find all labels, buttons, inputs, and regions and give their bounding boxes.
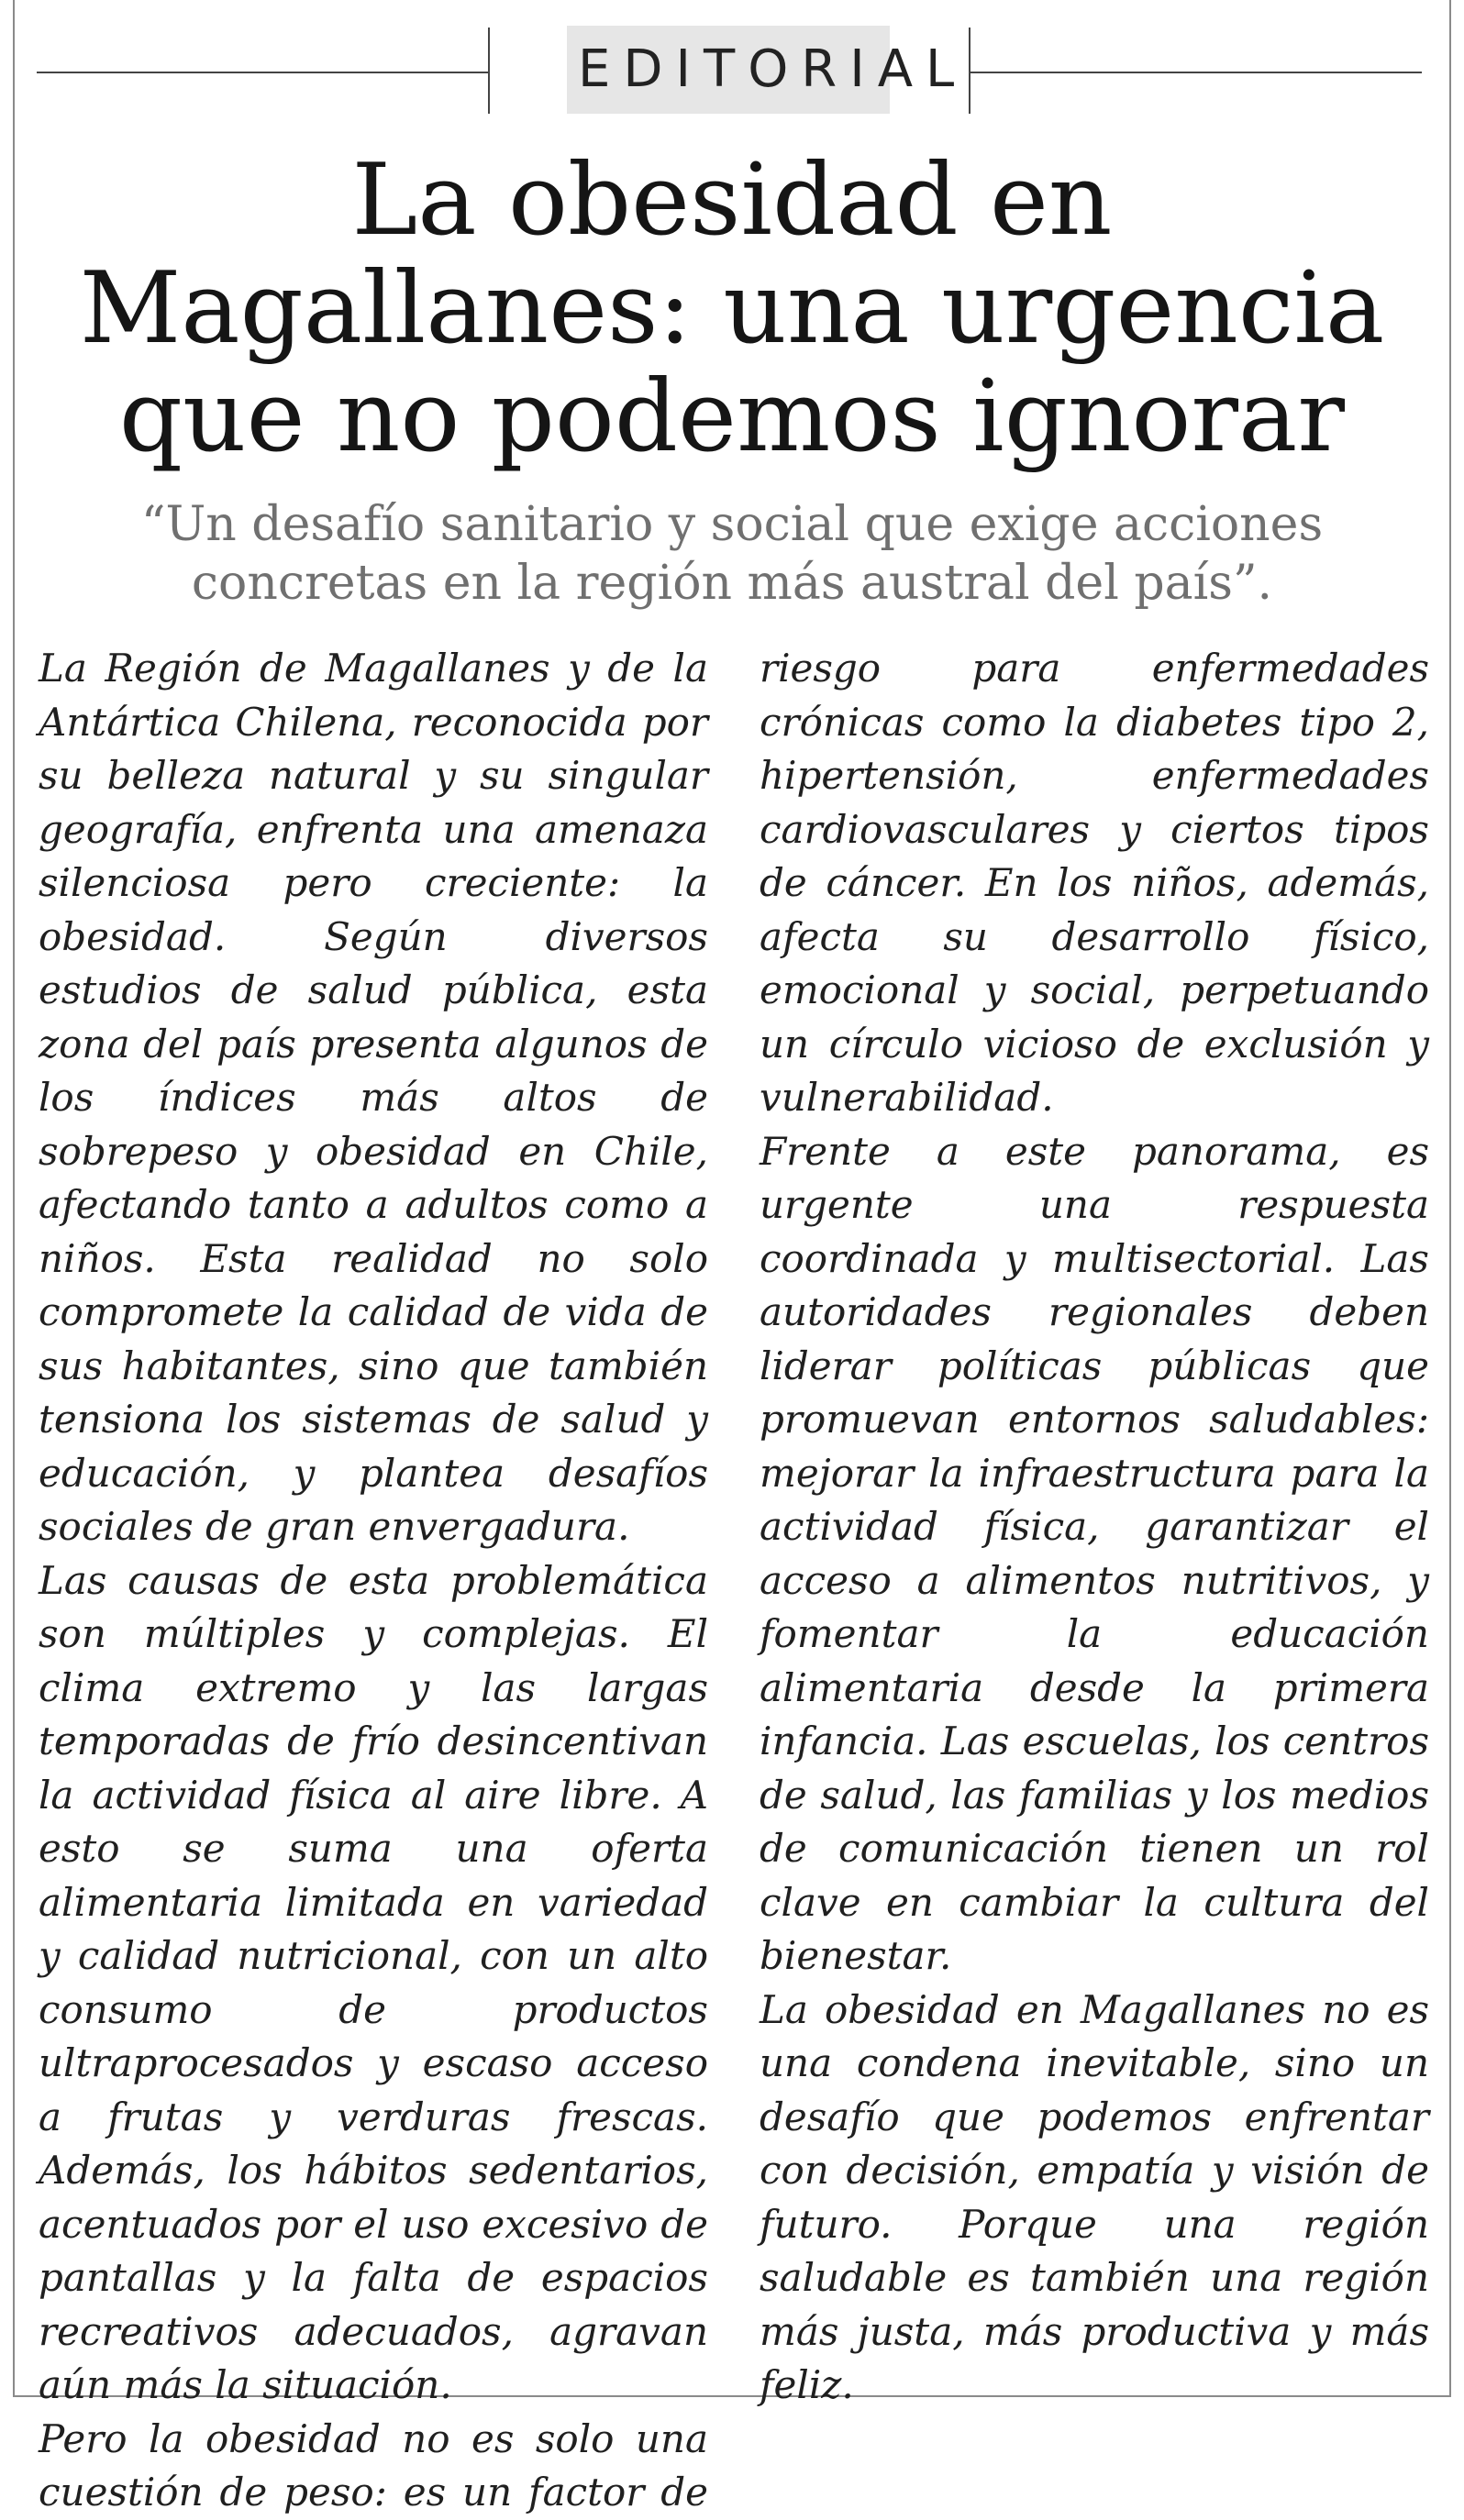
editorial-page (13, 0, 1451, 2514)
paragraph: Frente a este panorama, es urgente una respuesta coordinada y multisectorial. Las autoridades regionales deben liderar políticas públicas que promuevan entornos saludables: mejorar la infraestructura para la actividad física, garantizar el acceso a alimentos nutritivos, y fomentar la educación alimentaria desde la primera infancia. Las escuelas, los centros de salud, las familias y los medios de comunicación tienen un rol clave en cambiar la cultura del bienestar. (760, 1128, 1429, 1978)
header-rule-right (969, 72, 1422, 73)
paragraph: Las causas de esta problemática son múltiples y complejas. El clima extremo y las largas temporadas de frío desincentivan la actividad física al aire libre. A esto se suma una oferta alimentaria limitada en variedad y calidad nutricional, con un alto consumo de productos ultraprocesados y escaso acceso a frutas y verduras frescas. Además, los hábitos sedentarios, acentuados por el uso excesivo de pantallas y la falta de espacios recreativos adecuados, agravan aún más la situación. (39, 1557, 708, 2407)
article-body (39, 642, 1429, 2520)
header-rule-left (37, 72, 488, 73)
paragraph: Pero la obesidad no es solo una cuestión de peso: es un factor de riesgo para enfermedades crónicas como la diabetes tipo 2, hipertensión, enfermedades cardiovasculares y ciertos tipos de cáncer. En los niños, además, afecta su desarrollo físico, emocional y social, perpetuando un círculo vicioso de exclusión y vulnerabilidad. (39, 646, 1429, 2514)
headline: La obesidad en Magallanes: una urgencia que no podemos ignorar (79, 143, 1385, 474)
subhead-quote: “Un desafío sanitario y social que exige acciones concretas en la región más austral del país”. (140, 497, 1324, 611)
header-tick-right (969, 28, 970, 114)
section-header (15, 26, 1449, 117)
section-label: EDITORIAL (567, 26, 890, 114)
paragraph: La Región de Magallanes y de la Antártica Chilena, reconocida por su belleza natural y su singular geografía, enfrenta una amenaza silenciosa pero creciente: la obesidad. Según diversos estudios de salud pública, esta zona del país presenta algunos de los índices más altos de sobrepeso y obesidad en Chile, afectando tanto a adultos como a niños. Esta realidad no solo compromete la calidad de vida de sus habitantes, sino que también tensiona los sistemas de salud y educación, y plantea desafíos sociales de gran envergadura. (39, 646, 708, 1549)
header-tick-left (488, 28, 490, 114)
paragraph: La obesidad en Magallanes no es una condena inevitable, sino un desafío que podemos enfrentar con decisión, empatía y visión de futuro. Porque una región saludable es también una región más justa, más productiva y más feliz. (760, 1986, 1429, 2407)
